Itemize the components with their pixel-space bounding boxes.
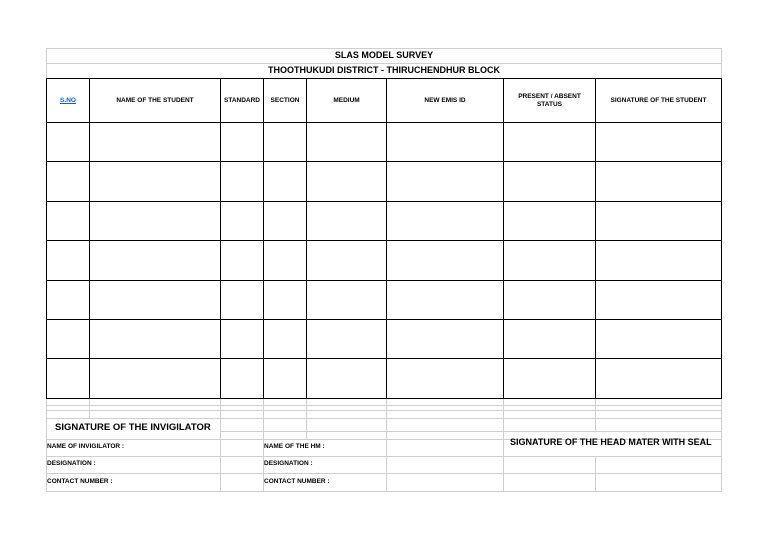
- table-row[interactable]: [47, 241, 721, 280]
- header-standard: STANDARD: [224, 97, 260, 104]
- hm-signature-label: SIGNATURE OF THE HEAD MATER WITH SEAL: [510, 437, 712, 447]
- hm-name-label: NAME OF THE HM :: [264, 443, 325, 450]
- table-row[interactable]: [47, 123, 721, 161]
- table-row[interactable]: [47, 162, 721, 201]
- header-status-line1: PRESENT / ABSENT: [518, 93, 581, 100]
- invigilator-designation-label: DESIGNATION :: [47, 460, 96, 467]
- table-row[interactable]: [47, 359, 721, 398]
- invigilator-name-label: NAME OF INVIGILATOR :: [47, 443, 125, 450]
- table-row[interactable]: [47, 202, 721, 240]
- form-title: SLAS MODEL SURVEY: [334, 50, 434, 60]
- header-status-line2: STATUS: [536, 101, 563, 108]
- header-medium: MEDIUM: [333, 97, 360, 104]
- header-status: [504, 79, 595, 123]
- invigilator-contact-label: CONTACT NUMBER :: [47, 478, 113, 485]
- table-row[interactable]: [47, 281, 721, 319]
- header-sno[interactable]: S.NO: [60, 97, 76, 104]
- header-emis-id: NEW EMIS ID: [424, 97, 466, 104]
- invigilator-signature-label: SIGNATURE OF THE INVIGILATOR: [55, 422, 211, 433]
- header-student-signature: SIGNATURE OF THE STUDENT: [610, 97, 707, 104]
- hm-contact-label: CONTACT NUMBER :: [264, 478, 330, 485]
- header-student-name: NAME OF THE STUDENT: [116, 97, 194, 104]
- form-subtitle: THOOTHUKUDI DISTRICT - THIRUCHENDHUR BLOCK: [268, 65, 500, 75]
- header-section: SECTION: [270, 97, 300, 104]
- hm-designation-label: DESIGNATION :: [264, 460, 313, 467]
- table-row[interactable]: [47, 320, 721, 358]
